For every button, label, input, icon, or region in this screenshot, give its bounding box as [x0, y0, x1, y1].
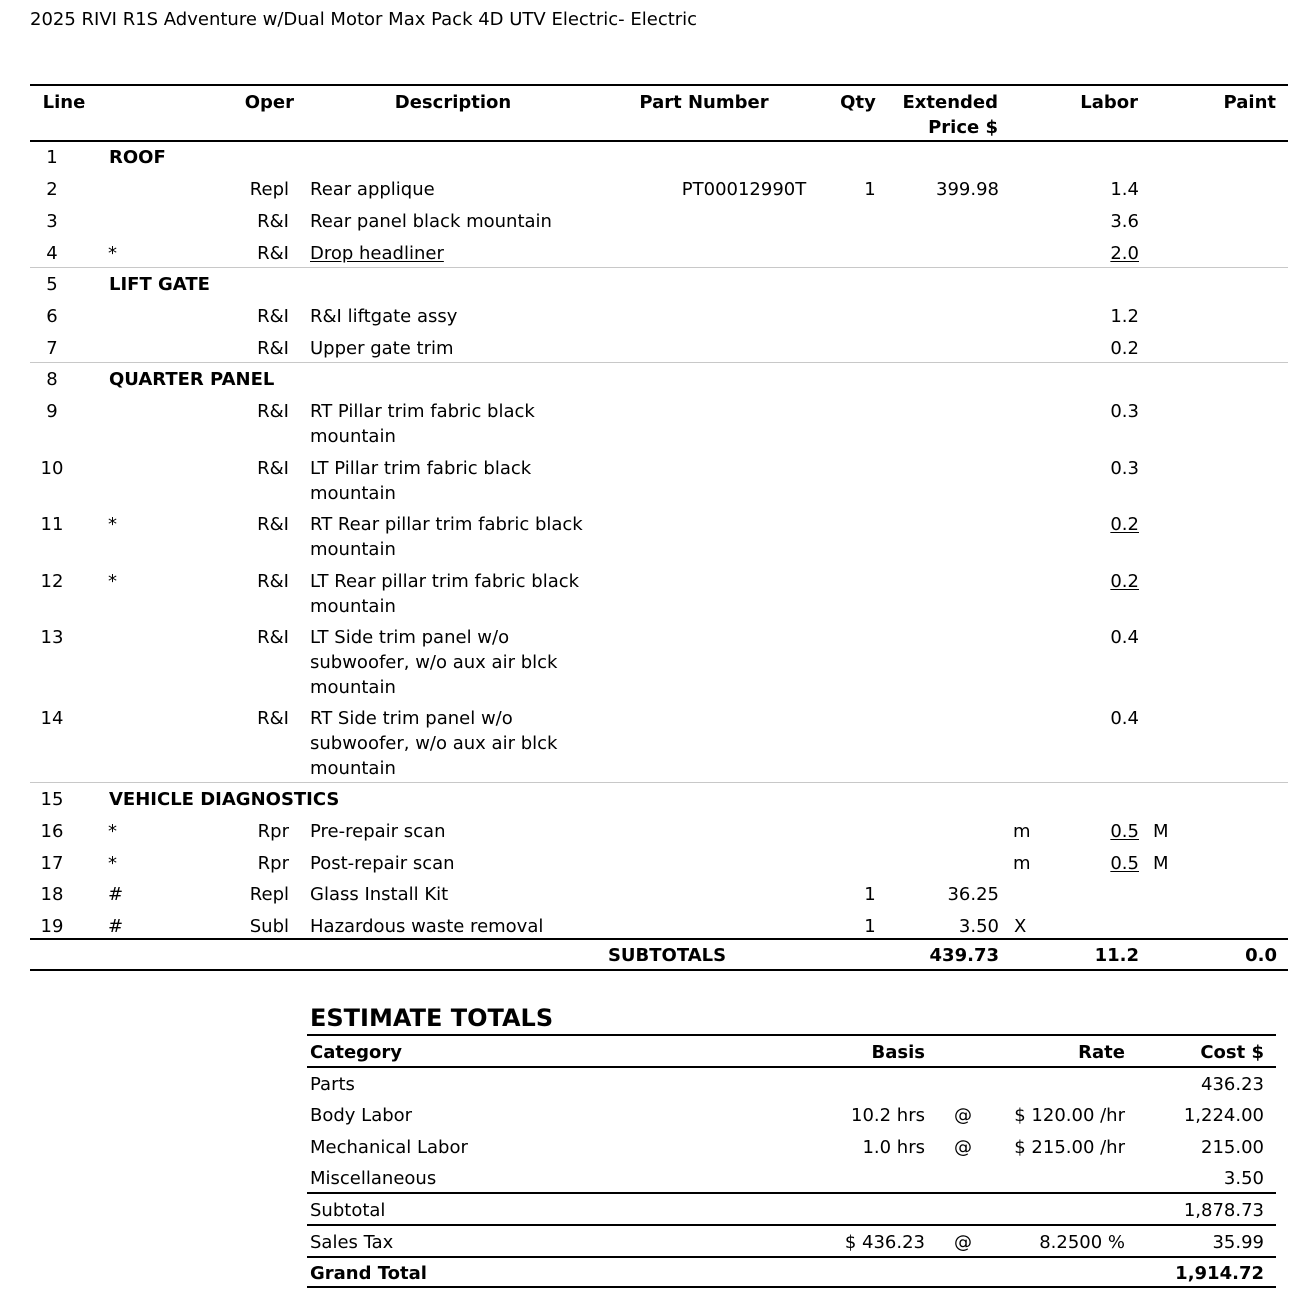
line-flag: #	[108, 916, 124, 937]
header-oper: Oper	[244, 92, 294, 113]
line-number: 9	[46, 401, 58, 422]
labor-flag: M	[1153, 853, 1169, 874]
totals-header-cost: Cost $	[1200, 1042, 1264, 1063]
line-description: RT Side trim panel w/o subwoofer, w/o aux air blck mountain	[310, 708, 558, 779]
line-number: 2	[46, 179, 58, 200]
labor-hours: 1.2	[1110, 306, 1139, 327]
labor-hours: 0.2	[1110, 571, 1139, 592]
vehicle-title: 2025 RIVI R1S Adventure w/Dual Motor Max Pack 4D UTV Electric- Electric	[30, 9, 698, 30]
header-labor: Labor	[1080, 92, 1138, 113]
totals-cost: 3.50	[1223, 1168, 1264, 1189]
totals-header-rate: Rate	[1078, 1042, 1125, 1063]
labor-type-flag: m	[1013, 821, 1031, 842]
header-extended-price-2: Price $	[928, 117, 998, 138]
totals-cost: 215.00	[1201, 1137, 1264, 1158]
labor-hours: 2.0	[1110, 243, 1139, 264]
totals-rate: $ 215.00 /hr	[1014, 1137, 1125, 1158]
totals-category: Parts	[310, 1074, 355, 1095]
totals-at-sign: @	[954, 1105, 972, 1126]
line-flag: #	[108, 884, 124, 905]
line-number: 18	[40, 884, 64, 905]
totals-basis: $ 436.23	[844, 1232, 925, 1253]
totals-basis: 10.2 hrs	[851, 1105, 925, 1126]
line-description: RT Rear pillar trim fabric black mountain	[310, 514, 583, 560]
extended-price: 399.98	[936, 179, 999, 200]
totals-cost: 1,878.73	[1183, 1200, 1264, 1221]
totals-category: Sales Tax	[310, 1232, 394, 1253]
header-extended-price-1: Extended	[902, 92, 998, 113]
labor-hours: 0.2	[1110, 514, 1139, 535]
header-bottom-rule	[30, 140, 1288, 142]
subtotal-price: 439.73	[929, 945, 999, 966]
operation: Repl	[249, 179, 289, 200]
labor-hours: 0.5	[1110, 821, 1139, 842]
totals-at-sign: @	[954, 1137, 972, 1158]
section-name: LIFT GATE	[109, 274, 210, 295]
line-number: 5	[46, 274, 58, 295]
labor-hours: 0.5	[1110, 853, 1139, 874]
line-number: 1	[46, 147, 58, 168]
totals-header-basis: Basis	[871, 1042, 925, 1063]
operation: Rpr	[257, 821, 289, 842]
labor-hours: 1.4	[1110, 179, 1139, 200]
line-number: 8	[46, 369, 58, 390]
totals-category: Grand Total	[310, 1263, 427, 1284]
labor-type-flag: m	[1013, 853, 1031, 874]
line-number: 12	[40, 571, 64, 592]
operation: R&I	[257, 571, 289, 592]
operation: Rpr	[257, 853, 289, 874]
header-paint: Paint	[1223, 92, 1276, 113]
sales-tax-rule	[307, 1224, 1276, 1226]
labor-hours: 0.2	[1110, 338, 1139, 359]
labor-flag: M	[1153, 821, 1169, 842]
section-rule	[30, 267, 1288, 268]
totals-category: Subtotal	[310, 1200, 386, 1221]
subtotal-labor: 11.2	[1094, 945, 1139, 966]
section-rule	[30, 362, 1288, 363]
line-number: 11	[40, 514, 64, 535]
line-description: LT Side trim panel w/o subwoofer, w/o aux air blck mountain	[310, 627, 558, 698]
line-flag: *	[108, 821, 117, 842]
line-description: Rear applique	[310, 179, 435, 200]
line-flag: *	[108, 853, 117, 874]
line-flag: *	[108, 243, 117, 264]
grand-total-rule	[307, 1256, 1276, 1258]
totals-category: Body Labor	[310, 1105, 413, 1126]
subtotal-paint: 0.0	[1245, 945, 1277, 966]
line-description: Rear panel black mountain	[310, 211, 552, 232]
operation: R&I	[257, 458, 289, 479]
labor-hours: 3.6	[1110, 211, 1139, 232]
section-name: QUARTER PANEL	[109, 369, 275, 390]
totals-cost: 436.23	[1201, 1074, 1264, 1095]
totals-cost: 1,224.00	[1183, 1105, 1264, 1126]
operation: R&I	[257, 627, 289, 648]
line-description: Pre-repair scan	[310, 821, 446, 842]
subtotal-rule	[307, 1192, 1276, 1194]
section-name: ROOF	[109, 147, 166, 168]
section-rule	[30, 782, 1288, 783]
totals-category: Miscellaneous	[310, 1168, 437, 1189]
line-description: R&I liftgate assy	[310, 306, 458, 327]
quantity: 1	[864, 916, 876, 937]
line-number: 14	[40, 708, 64, 729]
totals-cost: 35.99	[1212, 1232, 1264, 1253]
line-description: Glass Install Kit	[310, 884, 449, 905]
operation: Subl	[249, 916, 289, 937]
estimate-totals-title: ESTIMATE TOTALS	[310, 1004, 554, 1032]
labor-hours: 0.3	[1110, 401, 1139, 422]
subtotals-label: SUBTOTALS	[607, 945, 727, 966]
totals-header-category: Category	[310, 1042, 403, 1063]
section-name: VEHICLE DIAGNOSTICS	[109, 789, 340, 810]
line-description: Drop headliner	[310, 243, 444, 264]
totals-at-sign: @	[954, 1232, 972, 1253]
quantity: 1	[864, 179, 876, 200]
header-qty: Qty	[840, 92, 876, 113]
line-number: 3	[46, 211, 58, 232]
extended-price: 3.50	[958, 916, 999, 937]
extended-price: 36.25	[947, 884, 999, 905]
operation: R&I	[257, 338, 289, 359]
totals-rate: 8.2500 %	[1039, 1232, 1125, 1253]
estimate-totals	[307, 1000, 1276, 1290]
header-part-number: Part Number	[639, 92, 769, 113]
operation: R&I	[257, 211, 289, 232]
subtotal-top-rule	[30, 938, 1288, 940]
table-top-rule	[30, 84, 1288, 86]
subtotal-bottom-rule	[30, 969, 1288, 971]
part-number: PT00012990T	[681, 179, 807, 200]
line-number: 19	[40, 916, 64, 937]
line-description: Hazardous waste removal	[310, 916, 544, 937]
totals-rate: $ 120.00 /hr	[1014, 1105, 1125, 1126]
line-description: Post-repair scan	[310, 853, 455, 874]
operation: Repl	[249, 884, 289, 905]
estimate-line-table	[30, 84, 1288, 970]
labor-hours: 0.4	[1110, 708, 1139, 729]
totals-bottom-rule	[307, 1286, 1276, 1288]
price-flag: X	[1014, 916, 1027, 937]
header-line: Line	[42, 92, 86, 113]
line-number: 7	[46, 338, 58, 359]
line-description: Upper gate trim	[310, 338, 454, 359]
line-number: 17	[40, 853, 64, 874]
totals-cost: 1,914.72	[1175, 1263, 1264, 1284]
totals-top-rule	[307, 1034, 1276, 1036]
line-description: RT Pillar trim fabric black mountain	[310, 401, 535, 447]
line-description: LT Pillar trim fabric black mountain	[310, 458, 532, 504]
operation: R&I	[257, 306, 289, 327]
labor-hours: 0.3	[1110, 458, 1139, 479]
line-flag: *	[108, 514, 117, 535]
operation: R&I	[257, 401, 289, 422]
line-number: 13	[40, 627, 64, 648]
labor-hours: 0.4	[1110, 627, 1139, 648]
totals-category: Mechanical Labor	[310, 1137, 468, 1158]
line-number: 4	[46, 243, 58, 264]
line-number: 10	[40, 458, 64, 479]
quantity: 1	[864, 884, 876, 905]
line-description: LT Rear pillar trim fabric black mountain	[310, 571, 580, 617]
totals-basis: 1.0 hrs	[862, 1137, 925, 1158]
line-number: 6	[46, 306, 58, 327]
header-description: Description	[394, 92, 512, 113]
totals-header-rule	[307, 1066, 1276, 1068]
operation: R&I	[257, 514, 289, 535]
line-number: 16	[40, 821, 64, 842]
operation: R&I	[257, 243, 289, 264]
operation: R&I	[257, 708, 289, 729]
line-number: 15	[40, 789, 64, 810]
line-flag: *	[108, 571, 117, 592]
